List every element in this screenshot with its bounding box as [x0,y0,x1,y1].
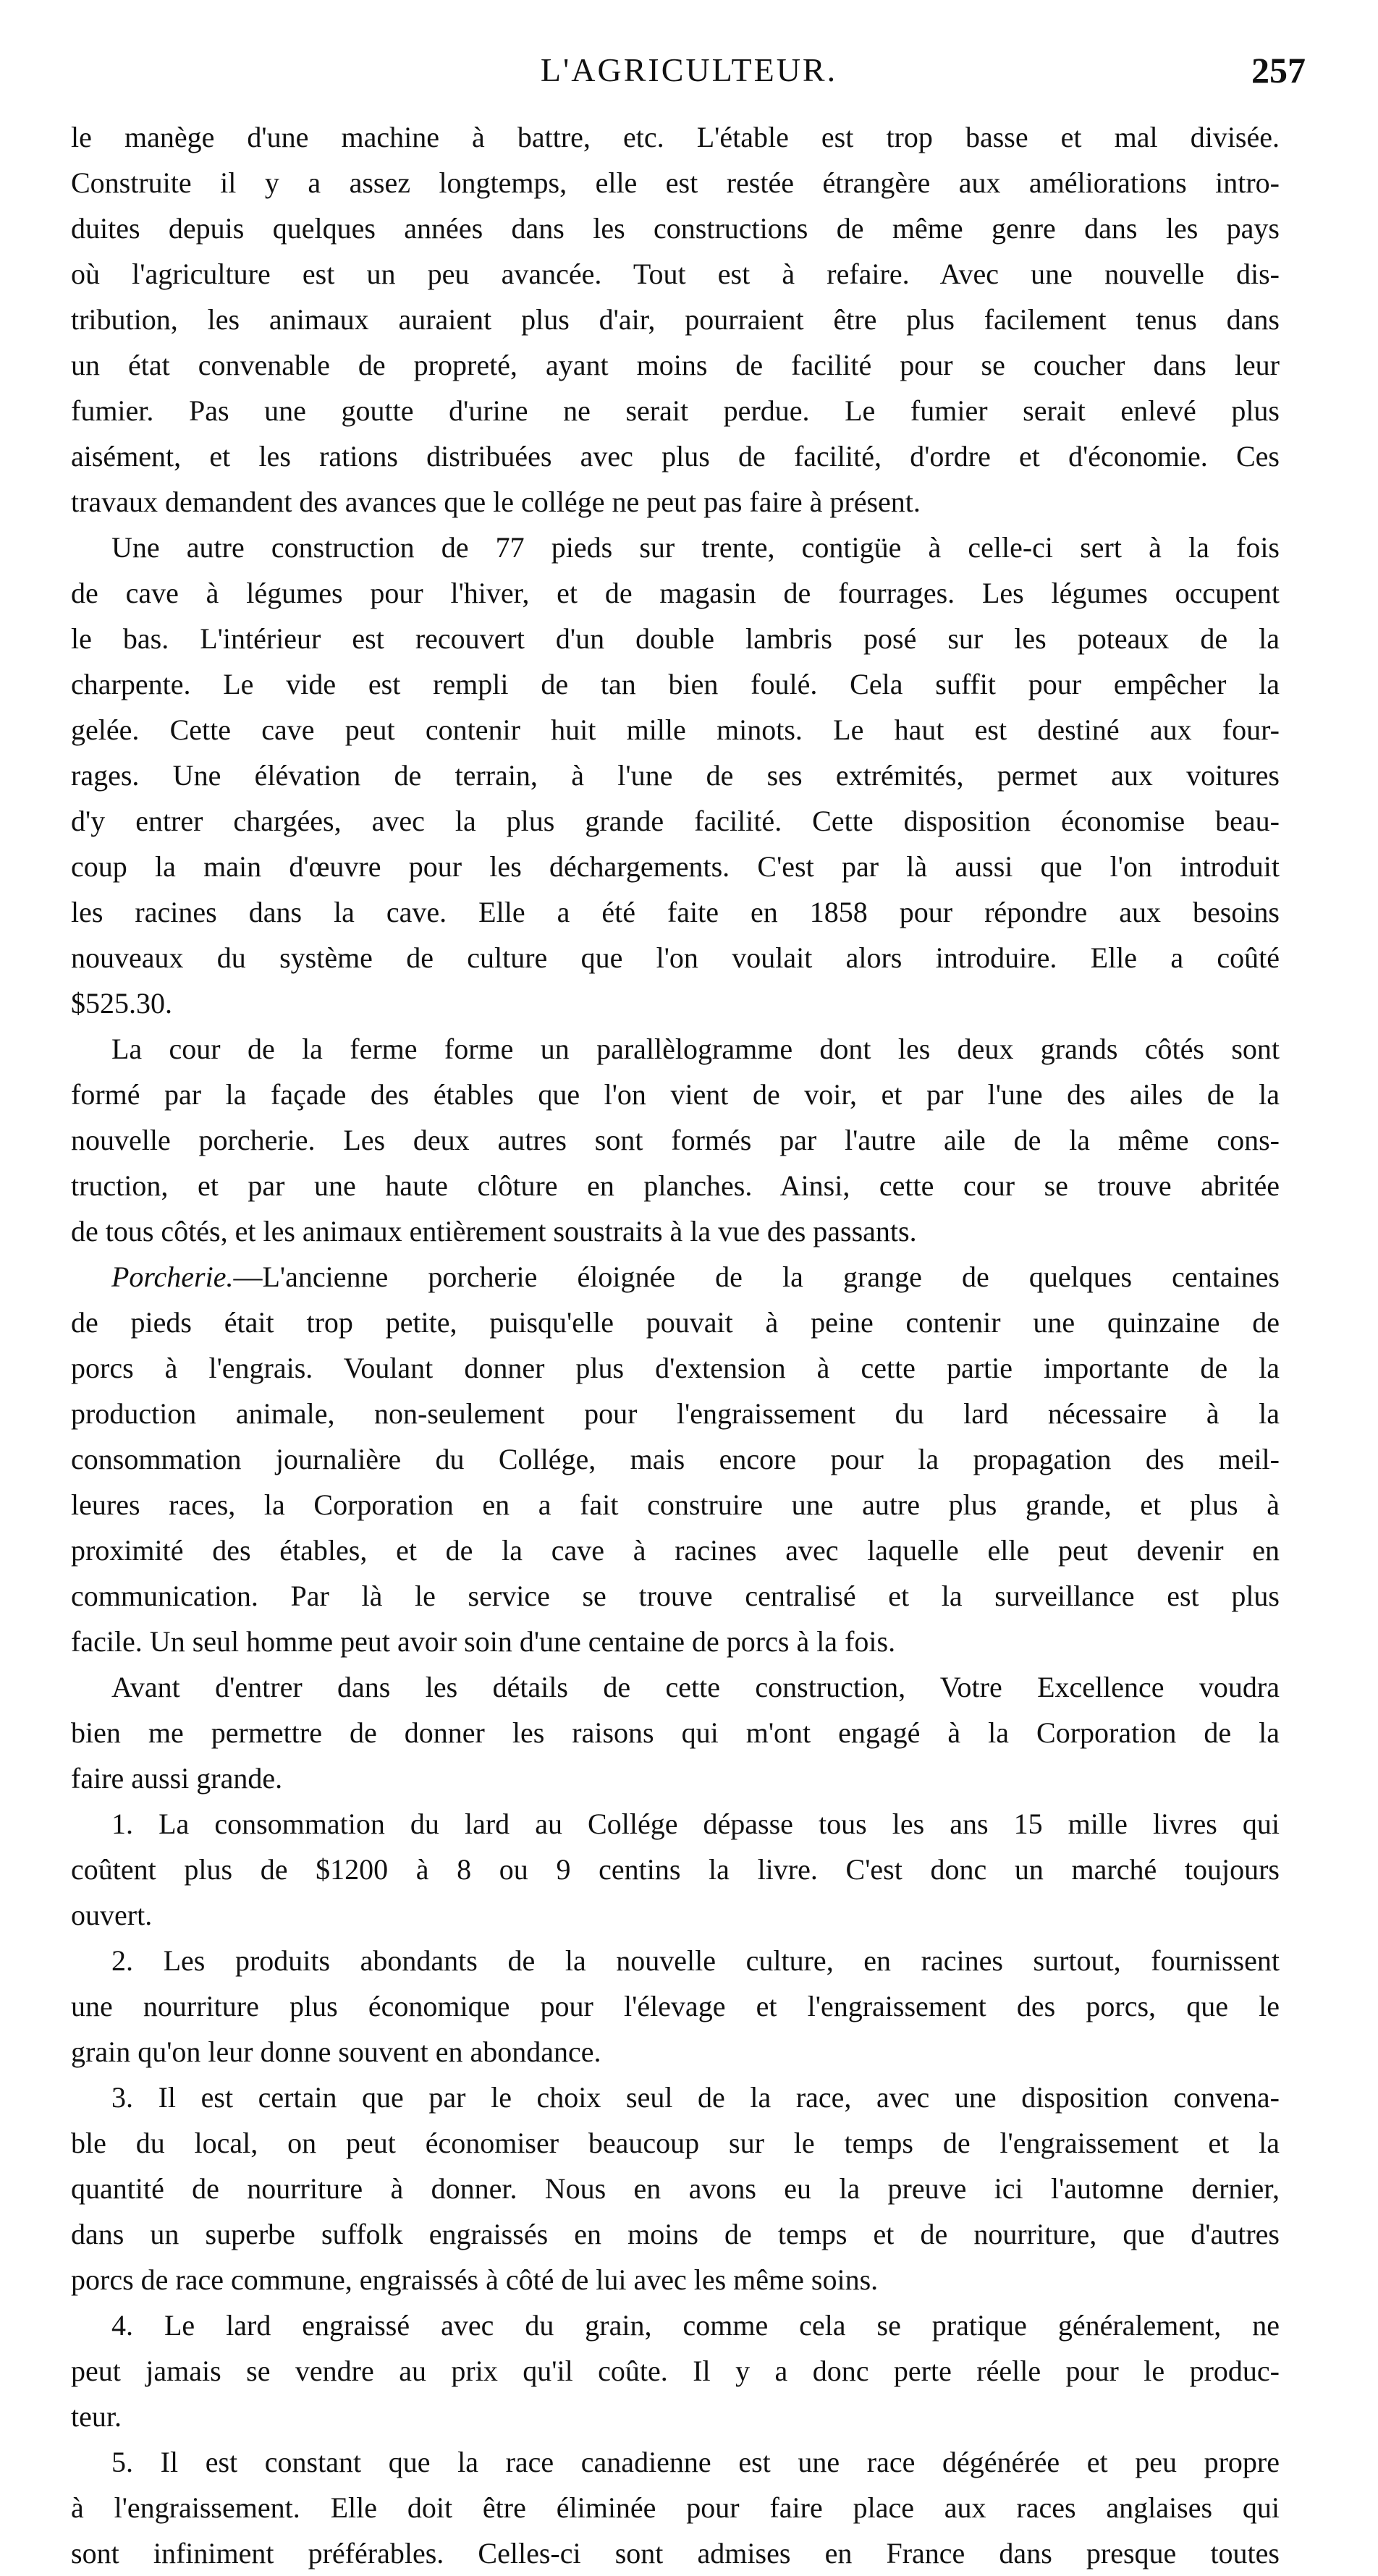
text-line: gelée. Cette cave peut contenir huit mille minots. Le haut est destiné aux four- [71,713,1280,746]
text-line: 3. Il est certain que par le choix seul de la race, avec une disposition convena- [111,2081,1280,2114]
text-line: teur. [71,2400,122,2433]
text-line: de cave à légumes pour l'hiver, et de magasin de fourrages. Les légumes occupent [71,577,1280,609]
text-line: travaux demandent des avances que le collége ne peut pas faire à présent. [71,486,921,518]
text-line: consommation journalière du Collége, mais encore pour la propagation des meil- [71,1443,1280,1475]
text-line: Porcherie.—L'ancienne porcherie éloignée de la grange de quelques centaines [111,1261,1280,1293]
text-line: nouvelle porcherie. Les deux autres sont formés par l'autre aile de la même cons- [71,1124,1280,1156]
text-line: proximité des étables, et de la cave à racines avec laquelle elle peut devenir en [71,1534,1280,1567]
text-line: le bas. L'intérieur est recouvert d'un double lambris posé sur les poteaux de la [71,622,1280,655]
text-line: à l'engraissement. Elle doit être éliminée pour faire place aux races anglaises qui [71,2491,1280,2524]
text-line: formé par la façade des étables que l'on vient de voir, et par l'une des ailes de la [71,1078,1280,1111]
text-line: le manège d'une machine à battre, etc. L'étable est trop basse et mal divisée. [71,121,1280,153]
text-line: aisément, et les rations distribuées avec plus de facilité, d'ordre et d'économie. Ces [71,440,1280,473]
text-line: rages. Une élévation de terrain, à l'une de ses extrémités, permet aux voitures [71,759,1280,792]
section-label: Porcherie. [111,1261,234,1293]
text-line: 2. Les produits abondants de la nouvelle culture, en racines surtout, fournissent [111,1944,1280,1977]
text-line: peut jamais se vendre au prix qu'il coûte. Il y a donc perte réelle pour le produc- [71,2355,1280,2387]
text-line: ble du local, on peut économiser beaucoup sur le temps de l'engraissement et la [71,2127,1280,2159]
text-line: bien me permettre de donner les raisons qui m'ont engagé à la Corporation de la [71,1716,1280,1749]
text-line: truction, et par une haute clôture en planches. Ainsi, cette cour se trouve abritée [71,1169,1280,1202]
text-line: tribution, les animaux auraient plus d'air, pourraient être plus facilement tenus dans [71,303,1280,336]
text-line: Avant d'entrer dans les détails de cette construction, Votre Excellence voudra [111,1671,1280,1703]
text-line: Construite il y a assez longtemps, elle est restée étrangère aux améliorations intro- [71,166,1280,199]
text-line: coûtent plus de $1200 à 8 ou 9 centins la livre. C'est donc un marché toujours [71,1853,1280,1886]
text-line: grain qu'on leur donne souvent en abondance. [71,2035,601,2068]
text-line: 4. Le lard engraissé avec du grain, comme cela se pratique généralement, ne [111,2309,1280,2342]
text-line: duites depuis quelques années dans les constructions de même genre dans les pays [71,212,1280,245]
text-line: faire aussi grande. [71,1762,283,1795]
text-line: nouveaux du système de culture que l'on voulait alors introduire. Elle a coûté [71,941,1280,974]
page-number: 257 [1251,50,1306,90]
text-line: où l'agriculture est un peu avancée. Tout est à refaire. Avec une nouvelle dis- [71,258,1280,290]
text-line: 5. Il est constant que la race canadienne est une race dégénérée et peu propre [111,2446,1280,2478]
text-line: porcs à l'engrais. Voulant donner plus d'extension à cette partie importante de la [71,1352,1280,1384]
text-line: leures races, la Corporation en a fait construire une autre plus grande, et plus à [71,1488,1280,1521]
text-line: quantité de nourriture à donner. Nous en avons eu la preuve ici l'automne dernier, [71,2172,1280,2205]
text-line: porcs de race commune, engraissés à côté de lui avec les même soins. [71,2263,879,2296]
text-line: dans un superbe suffolk engraissés en moins de temps et de nourriture, que d'autres [71,2218,1280,2250]
running-header [0,45,1378,96]
text-line: un état convenable de propreté, ayant moins de facilité pour se coucher dans leur [71,349,1280,381]
text-line: 1. La consommation du lard au Collége dépasse tous les ans 15 mille livres qui [111,1808,1280,1840]
text-line: d'y entrer chargées, avec la plus grande facilité. Cette disposition économise beau- [71,805,1280,837]
text-line: les racines dans la cave. Elle a été faite en 1858 pour répondre aux besoins [71,896,1280,928]
running-title: L'AGRICULTEUR. [540,51,838,88]
text-line: ouvert. [71,1899,153,1931]
text-line: fumier. Pas une goutte d'urine ne serait perdue. Le fumier serait enlevé plus [71,394,1280,427]
text-line: sont infiniment préférables. Celles-ci sont admises en France dans presque toutes [71,2537,1280,2569]
text-line: Une autre construction de 77 pieds sur trente, contigüe à celle-ci sert à la fois [111,531,1280,564]
text-line: de pieds était trop petite, puisqu'elle pouvait à peine contenir une quinzaine de [71,1306,1280,1339]
text-line: communication. Par là le service se trouve centralisé et la surveillance est plus [71,1580,1280,1612]
text-line: facile. Un seul homme peut avoir soin d'une centaine de porcs à la fois. [71,1625,896,1658]
text-line: une nourriture plus économique pour l'élevage et l'engraissement des porcs, que le [71,1990,1280,2022]
text-line: coup la main d'œuvre pour les déchargements. C'est par là aussi que l'on introduit [71,850,1280,883]
text-line: $525.30. [71,987,172,1020]
text-line: charpente. Le vide est rempli de tan bien foulé. Cela suffit pour empêcher la [71,668,1280,700]
text-line: de tous côtés, et les animaux entièrement soustraits à la vue des passants. [71,1215,917,1247]
text-line: production animale, non-seulement pour l'engraissement du lard nécessaire à la [71,1397,1280,1430]
text-line: La cour de la ferme forme un parallèlogramme dont les deux grands côtés sont [111,1033,1280,1065]
body-text [71,114,1280,2576]
